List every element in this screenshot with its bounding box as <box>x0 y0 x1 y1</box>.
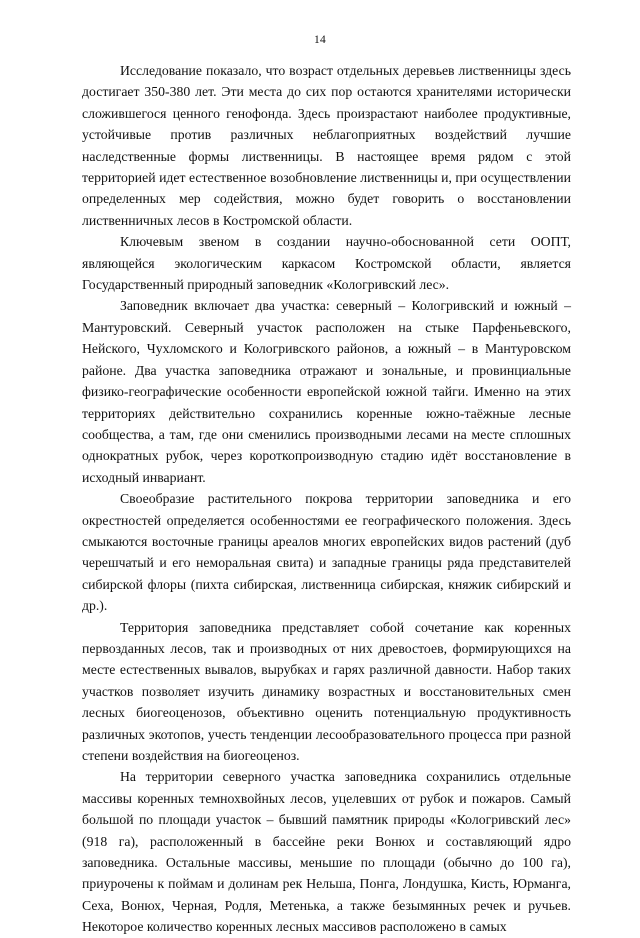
document-body <box>82 60 571 938</box>
paragraph-vegetation: Своеобразие растительного покрова территории заповедника и его окрестностей определяется особенностями ее географического положения. Здесь смыкаются восточные границы ареалов многих европейских видов растений (дуб черешчатый и его неморальная свита) и западные границы ряда представителей сибирской флоры (пихта сибирская, лиственница сибирская, княжик сибирский и др.). <box>82 491 571 614</box>
paragraph-larch-age: Исследование показало, что возраст отдельных деревьев лиственницы здесь достигает 350-380 лет. Эти места до сих пор остаются хранителями исторически сложившегося ценного генофонда. Здесь произрастают наиболее продуктивные, устойчивые против различных неблагоприятных воздействий лучшие наследственные формы лиственницы. В настоящее время рядом с этой территорией идет естественное возобновление лиственницы и, при осуществлении определенных мер содействия, можно будет говорить о восстановлении лиственничных лесов в Костромской области. <box>82 63 571 228</box>
paragraph-northern-section: На территории северного участка заповедника сохранились отдельные массивы коренных темнохвойных лесов, уцелевших от рубок и пожаров. Самый большой по площади участок – бывший памятник природы «Кологривский лес» (918 га), расположенный в бассейне реки Вонюх и составляющий ядро заповедника. Остальные массивы, меньшие по площади (обычно до 100 га), приурочены к поймам и долинам рек Нельша, Понга, Лондушка, Кисть, Юрманга, Сеха, Вонюх, Черная, Родля, Метенька, а также безымянных речек и ручьев. Некоторое количество коренных лесных массивов расположено в самых <box>82 769 571 935</box>
paragraph-territory: Территория заповедника представляет собой сочетание как коренных первозданных лесов, так и производных от них древостоев, формирующихся на месте естественных вывалов, вырубках и гарях различной давности. Набор таких участков позволяет изучить динамику возрастных и восстановительных смен лесных биогеоценозов, объективно оценить потенциальную продуктивность различных экотопов, учесть тенденции лесообразовательного процесса при разной степени воздействия на биогеоценоз. <box>82 619 571 763</box>
paragraph-reserve-sections: Заповедник включает два участка: северный – Кологривский и южный – Мантуровский. Северный участок расположен на стыке Парфеньевского, Нейского, Чухломского и Кологривского районов, а южный – в Мантуровском районе. Два участка заповедника отражают и зональные, и провинциальные физико-географические особенности европейской южной тайги. Именно на этих территориях действительно сохранились коренные южно-таёжные лесные сообщества, а там, где они сменились производными лесами на месте сплошных однократных рубок, через короткопроизводную стадию идёт восстановление в исходный инвариант. <box>82 298 571 485</box>
page-number: 14 <box>314 34 326 46</box>
paragraph-protected-areas: Ключевым звеном в создании научно-обоснованной сети ООПТ, являющейся экологическим каркасом Костромской области, является Государственный природный заповедник «Кологривский лес». <box>82 234 571 293</box>
